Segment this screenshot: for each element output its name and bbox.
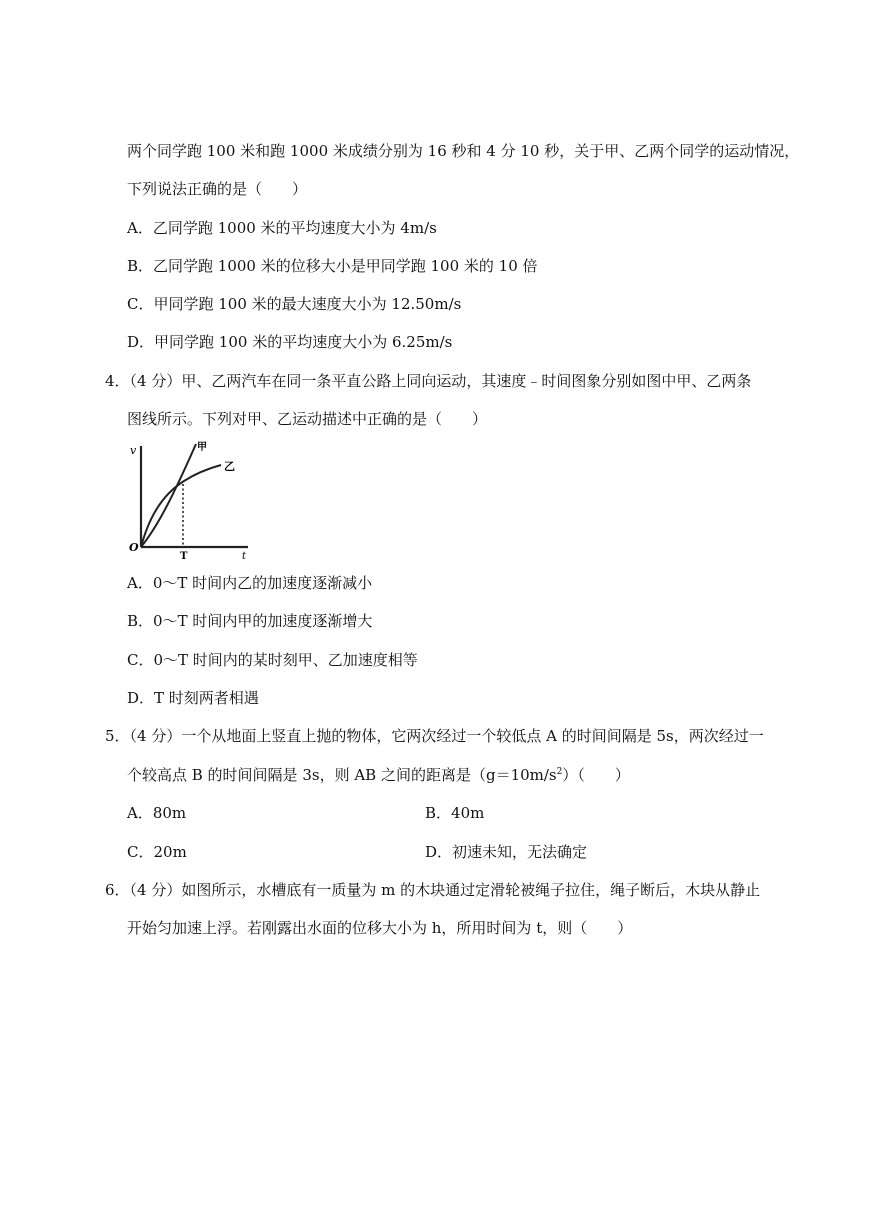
q5-exponent: 2 bbox=[556, 767, 563, 777]
q6-stem-line1: 6．（4 分）如图所示，水槽底有一质量为 m 的木块通过定滑轮被绳子拉住，绳子断后，木块从静止 bbox=[105, 881, 761, 899]
label-yi: 乙 bbox=[224, 460, 235, 473]
label-T: T bbox=[180, 551, 188, 561]
q4-stem-line2: 图线所示。下列对甲、乙运动描述中正确的是（ ） bbox=[127, 410, 488, 428]
q5-option-b: B．40m bbox=[425, 804, 485, 822]
q4-option-d: D．T 时刻两者相遇 bbox=[127, 689, 259, 707]
q3-stem-line1: 两个同学跑 100 米和跑 1000 米成绩分别为 16 秒和 4 分 10 秒，关于甲、乙两个同学的运动情况， bbox=[127, 142, 800, 160]
label-origin: O bbox=[129, 541, 139, 554]
q4-option-a: A．0～T 时间内乙的加速度逐渐减小 bbox=[127, 574, 373, 592]
q5-option-a: A．80m bbox=[127, 804, 187, 822]
q4-option-b: B．0～T 时间内甲的加速度逐渐增大 bbox=[127, 612, 373, 630]
q3-option-d: D．甲同学跑 100 米的平均速度大小为 6.25m/s bbox=[127, 333, 453, 351]
q4-stem-line1: 4．（4 分）甲、乙两汽车在同一条平直公路上同向运动，其速度﹣时间图象分别如图中甲、乙两条 bbox=[105, 372, 752, 390]
q4-option-c: C．0～T 时间内的某时刻甲、乙加速度相等 bbox=[127, 651, 418, 669]
q5-option-d: D．初速未知，无法确定 bbox=[425, 843, 588, 861]
q5-stem-line2 bbox=[127, 765, 630, 785]
q5-option-c: C．20m bbox=[127, 843, 187, 861]
curve-jia bbox=[141, 444, 196, 547]
q6-stem-line2: 开始匀加速上浮。若刚露出水面的位移大小为 h，所用时间为 t，则（ ） bbox=[127, 919, 633, 937]
q5-stem-line2-tail: ）（ ） bbox=[562, 766, 630, 784]
q5-stem-line1: 5．（4 分）一个从地面上竖直上抛的物体，它两次经过一个较低点 A 的时间间隔是 5s，两次经过一 bbox=[105, 727, 764, 745]
q3-stem-line2: 下列说法正确的是（ ） bbox=[127, 180, 308, 198]
q3-option-a: A．乙同学跑 1000 米的平均速度大小为 4m/s bbox=[127, 219, 437, 237]
velocity-time-graph bbox=[118, 436, 258, 561]
q3-option-b: B．乙同学跑 1000 米的位移大小是甲同学跑 100 米的 10 倍 bbox=[127, 257, 538, 275]
label-v: v bbox=[130, 444, 137, 457]
q3-option-c: C．甲同学跑 100 米的最大速度大小为 12.50m/s bbox=[127, 295, 462, 313]
q5-stem-line2-main: 个较高点 B 的时间间隔是 3s，则 AB 之间的距离是（g＝10m/s bbox=[127, 766, 557, 784]
label-t-axis: t bbox=[242, 551, 247, 561]
label-jia: 甲 bbox=[197, 442, 207, 453]
